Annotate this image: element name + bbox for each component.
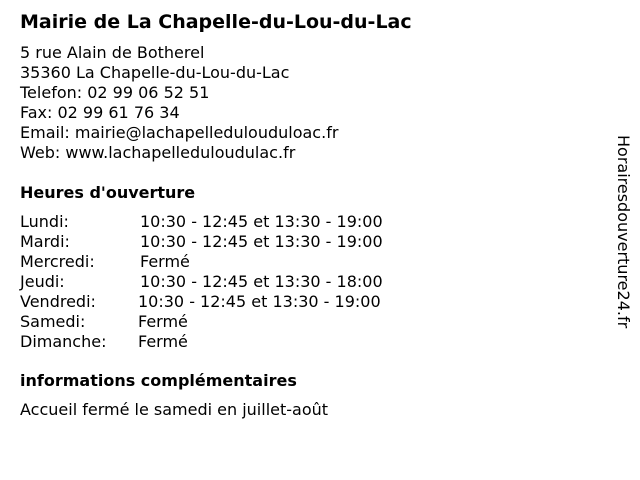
day-label: Mardi: (20, 232, 70, 251)
time-value: 10:30 - 12:45 et 13:30 - 19:00 (140, 232, 383, 251)
time-value: Fermé (140, 252, 190, 271)
hours-row-wednesday (20, 252, 600, 272)
time-value: Fermé (138, 312, 188, 331)
city-address: 35360 La Chapelle-du-Lou-du-Lac (20, 63, 290, 82)
hours-row-thursday (20, 272, 600, 292)
website-address: Web: www.lachapelleduloudulac.fr (20, 143, 296, 162)
day-label: Dimanche: (20, 332, 107, 351)
hours-row-friday (20, 292, 600, 312)
address-block (20, 43, 600, 163)
hours-row-tuesday (20, 232, 600, 252)
page-title: Mairie de La Chapelle-du-Lou-du-Lac (20, 11, 412, 33)
hours-row-saturday (20, 312, 600, 332)
time-value: 10:30 - 12:45 et 13:30 - 19:00 (138, 292, 381, 311)
additional-info-heading: informations complémentaires (20, 371, 297, 390)
day-label: Lundi: (20, 212, 69, 231)
day-label: Samedi: (20, 312, 86, 331)
street-address: 5 rue Alain de Botherel (20, 43, 205, 62)
main-content (20, 10, 600, 420)
phone-number: Telefon: 02 99 06 52 51 (20, 83, 210, 102)
fax-number: Fax: 02 99 61 76 34 (20, 103, 180, 122)
hours-row-sunday (20, 332, 600, 352)
day-label: Vendredi: (20, 292, 96, 311)
day-label: Jeudi: (20, 272, 65, 291)
email-address: Email: mairie@lachapelledulouduloac.fr (20, 123, 339, 142)
additional-info-text: Accueil fermé le samedi en juillet-août (20, 400, 329, 419)
time-value: 10:30 - 12:45 et 13:30 - 19:00 (140, 212, 383, 231)
opening-hours-heading: Heures d'ouverture (20, 183, 196, 202)
brand-watermark: Horairesdouverture24.fr (614, 135, 633, 329)
opening-hours-table (20, 212, 600, 352)
time-value: Fermé (138, 332, 188, 351)
day-label: Mercredi: (20, 252, 95, 271)
hours-row-monday (20, 212, 600, 232)
time-value: 10:30 - 12:45 et 13:30 - 18:00 (140, 272, 383, 291)
